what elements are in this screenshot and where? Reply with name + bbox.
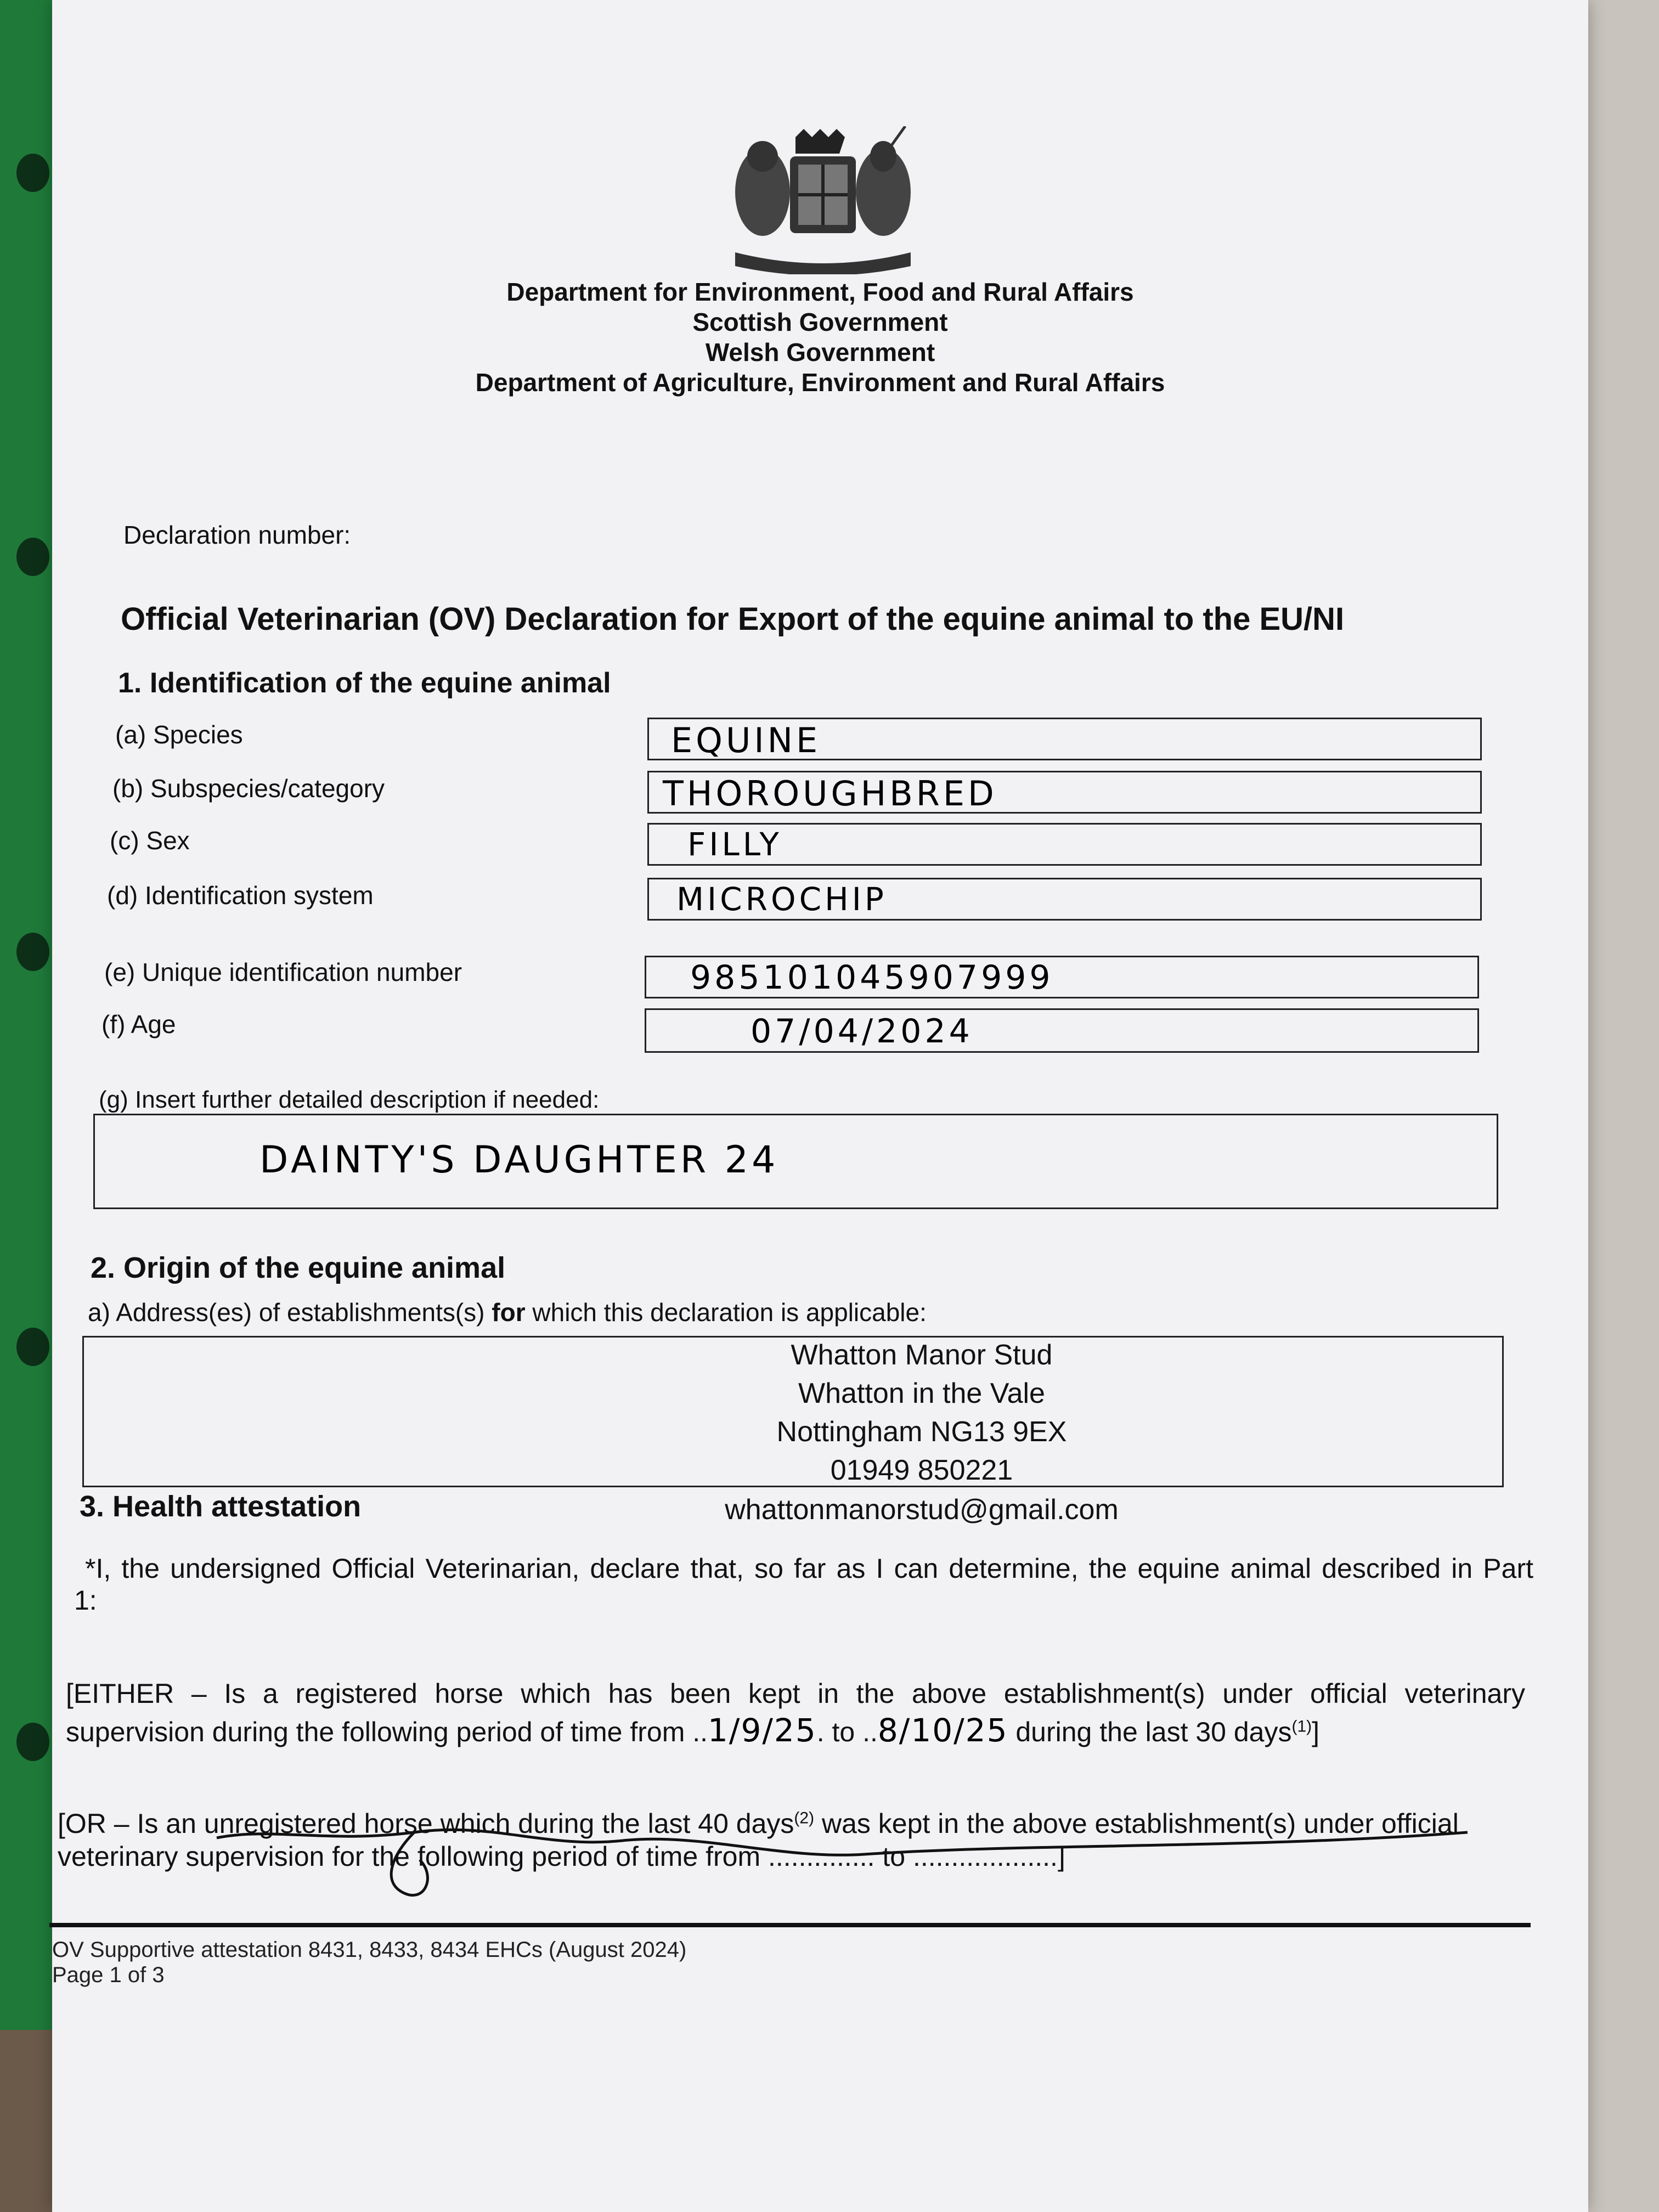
- or-line1-pre: [OR – Is an unregistered horse which during the last 40 days: [58, 1808, 794, 1839]
- address-label: [88, 1297, 927, 1327]
- either-line2-post: during the last 30 days: [1008, 1717, 1292, 1747]
- section2-heading: 2. Origin of the equine animal: [91, 1251, 506, 1284]
- description-label: (g) Insert further detailed description if needed:: [99, 1086, 600, 1113]
- sex-value: FILLY: [687, 826, 782, 863]
- strikethrough-scribble: [206, 1810, 1522, 1909]
- sex-label: (c) Sex: [110, 826, 190, 855]
- paper-edge: [1588, 0, 1659, 2212]
- address-email: whattonmanorstud@gmail.com: [725, 1494, 1119, 1526]
- id-system-value: MICROCHIP: [676, 881, 887, 918]
- either-line2-pre: supervision during the following period of time from ..: [66, 1717, 708, 1747]
- binder-hole: [16, 1723, 49, 1761]
- declaration-number-label: Declaration number:: [123, 521, 351, 549]
- dept-defra: Department for Environment, Food and Rural Affairs: [506, 278, 1134, 306]
- attestation-para-line2: 1:: [74, 1585, 97, 1616]
- section1-heading: 1. Identification of the equine animal: [118, 667, 611, 699]
- either-footnote: (1): [1291, 1717, 1312, 1736]
- id-system-field[interactable]: [647, 878, 1482, 921]
- address-line: Whatton in the Vale: [798, 1378, 1045, 1409]
- binder-hole: [16, 538, 49, 576]
- age-value: 07/04/2024: [751, 1012, 973, 1051]
- subspecies-label: (b) Subspecies/category: [112, 774, 385, 803]
- uid-field[interactable]: [645, 956, 1479, 998]
- dept-welsh: Welsh Government: [705, 338, 935, 366]
- binder-hole: [16, 933, 49, 971]
- uid-label: (e) Unique identification number: [104, 958, 462, 986]
- age-label: (f) Age: [101, 1010, 176, 1039]
- dept-scottish: Scottish Government: [692, 308, 948, 336]
- attestation-para-line1: *I, the undersigned Official Veterinarian, declare that, so far as I can determine, the equine animal described in Part: [85, 1553, 1533, 1584]
- footer-rule: [49, 1923, 1531, 1927]
- description-field[interactable]: [93, 1114, 1498, 1209]
- subspecies-field[interactable]: [647, 771, 1482, 814]
- either-line1: [EITHER – Is a registered horse which has been kept in the above establishment(s) under official veterinary: [66, 1678, 1525, 1709]
- binder-hole: [16, 154, 49, 192]
- either-from-date: 1/9/25: [708, 1712, 817, 1749]
- subspecies-value: THOROUGHBRED: [663, 774, 997, 814]
- address-line: Whatton Manor Stud: [791, 1339, 1053, 1371]
- or-line2: veterinary supervision for the following period of time from .............. to ...................]: [58, 1841, 1065, 1872]
- species-field[interactable]: [647, 718, 1482, 760]
- address-label-pre: a) Address(es) of establishments(s): [88, 1298, 492, 1327]
- royal-coat-of-arms-icon: [702, 126, 944, 274]
- address-line: 01949 850221: [830, 1454, 1013, 1486]
- document-page: [52, 0, 1588, 2212]
- address-label-post: which this declaration is applicable:: [525, 1298, 927, 1327]
- footer-page-number: Page 1 of 3: [52, 1963, 165, 1987]
- species-label: (a) Species: [115, 720, 243, 749]
- or-footnote: (2): [794, 1809, 815, 1827]
- sex-field[interactable]: [647, 823, 1482, 866]
- address-label-bold: for: [492, 1298, 526, 1327]
- uid-value: 985101045907999: [690, 958, 1054, 997]
- section3-heading: 3. Health attestation: [80, 1490, 362, 1523]
- either-line2: [66, 1712, 1319, 1749]
- either-to-date: 8/10/25: [877, 1712, 1008, 1749]
- page-title: Official Veterinarian (OV) Declaration for Export of the equine animal to the EU/NI: [121, 601, 1345, 637]
- footer-reference: OV Supportive attestation 8431, 8433, 8434 EHCs (August 2024): [52, 1938, 687, 1962]
- binder-hole: [16, 1328, 49, 1366]
- species-value: EQUINE: [671, 720, 821, 760]
- or-line1-post: was kept in the above establishment(s) under official: [814, 1808, 1459, 1839]
- description-value: DAINTY'S DAUGHTER 24: [259, 1138, 779, 1182]
- age-field[interactable]: [645, 1008, 1479, 1053]
- either-to-label: . to ..: [816, 1717, 878, 1747]
- address-line: Nottingham NG13 9EX: [776, 1416, 1067, 1448]
- either-close: ]: [1312, 1717, 1320, 1747]
- id-system-label: (d) Identification system: [107, 881, 374, 910]
- dept-daera: Department of Agriculture, Environment and Rural Affairs: [475, 368, 1165, 397]
